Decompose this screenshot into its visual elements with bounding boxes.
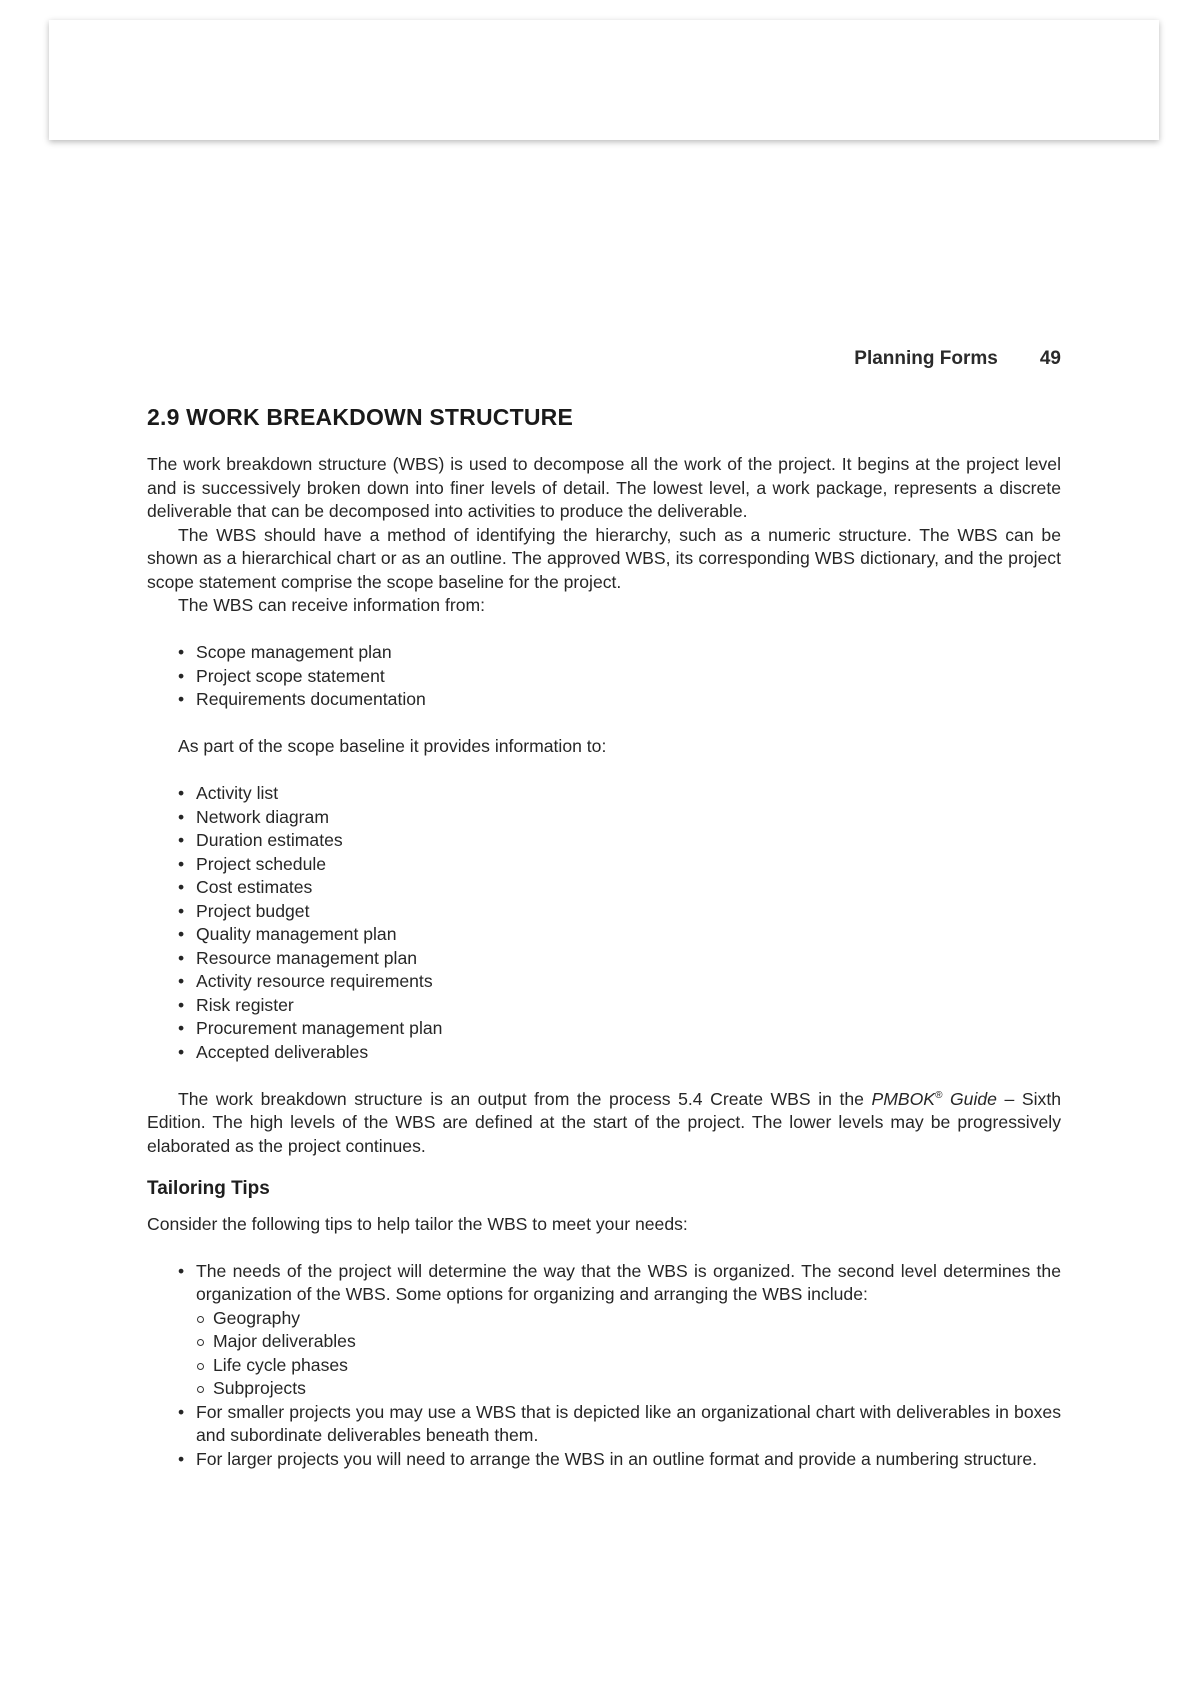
inputs-list [147, 641, 1061, 712]
list-item: • Accepted deliverables [178, 1041, 1061, 1065]
process-text-end: – Sixth Edition. The high levels of the WBS are defined at the start of the project. The lower levels may be progressively elaborated as the project continues. [147, 1088, 1061, 1156]
list-item: • Duration estimates [178, 829, 1061, 853]
list-item: Geography [196, 1307, 1061, 1331]
list-item: • Procurement management plan [178, 1017, 1061, 1041]
top-blank-card [49, 20, 1159, 140]
running-title: Planning Forms [854, 348, 998, 369]
list-item: • Scope management plan [178, 641, 1061, 665]
registered-mark: ® [935, 1089, 943, 1101]
organizing-options-list [196, 1307, 1061, 1401]
pmbok-title: PMBOK® Guide [871, 1088, 997, 1109]
running-header [854, 348, 1061, 370]
list-item: • Cost estimates [178, 876, 1061, 900]
hierarchy-paragraph: The WBS should have a method of identifying the hierarchy, such as a numeric structure. The WBS can be shown as a hierarchical chart or as an outline. The approved WBS, its corresponding WBS dictionary, and the project scope statement comprise the scope baseline for the project. [147, 524, 1061, 592]
section-title: 2.9 WORK BREAKDOWN STRUCTURE [147, 404, 573, 430]
list-item: Subprojects [196, 1377, 1061, 1401]
list-item: • Activity resource requirements [178, 970, 1061, 994]
list-item: Major deliverables [196, 1330, 1061, 1354]
list-item: • For larger projects you will need to arrange the WBS in an outline format and provide a numbering structure. [178, 1448, 1061, 1472]
process-text-start: The work breakdown structure is an output from the process 5.4 Create WBS in the [178, 1088, 872, 1109]
list-item: • Project budget [178, 900, 1061, 924]
tailoring-intro: Consider the following tips to help tailor the WBS to meet your needs: [147, 1213, 688, 1234]
list-item: Life cycle phases [196, 1354, 1061, 1378]
list-item: • Project schedule [178, 853, 1061, 877]
list-item: • Activity list [178, 782, 1061, 806]
body-text [147, 453, 1061, 1495]
list-item: • Risk register [178, 994, 1061, 1018]
list-item: • Project scope statement [178, 665, 1061, 689]
list-item: • Requirements documentation [178, 688, 1061, 712]
list-item: • Quality management plan [178, 923, 1061, 947]
tailoring-heading: Tailoring Tips [147, 1178, 270, 1199]
outputs-list [147, 782, 1061, 1064]
tailoring-tips-list [147, 1260, 1061, 1472]
inputs-lead: The WBS can receive information from: [178, 595, 486, 615]
list-item: • Network diagram [178, 806, 1061, 830]
list-item [178, 1260, 1061, 1401]
outputs-lead: As part of the scope baseline it provides information to: [178, 736, 607, 756]
list-item: • Resource management plan [178, 947, 1061, 971]
process-paragraph [147, 1088, 1061, 1159]
page-number: 49 [1039, 348, 1061, 369]
list-item: • For smaller projects you may use a WBS that is depicted like an organizational chart with deliverables in boxes and subordinate deliverables beneath them. [178, 1401, 1061, 1448]
intro-paragraph: The work breakdown structure (WBS) is used to decompose all the work of the project. It begins at the project level and is successively broken down into finer levels of detail. The lowest level, a work package, represents a discrete deliverable that can be decomposed into activities to produce the deliverable. [147, 454, 1061, 521]
tip-text: The needs of the project will determine the way that the WBS is organized. The second level determines the organization of the WBS. Some options for organizing and arranging the WBS include: [196, 1260, 1061, 1304]
